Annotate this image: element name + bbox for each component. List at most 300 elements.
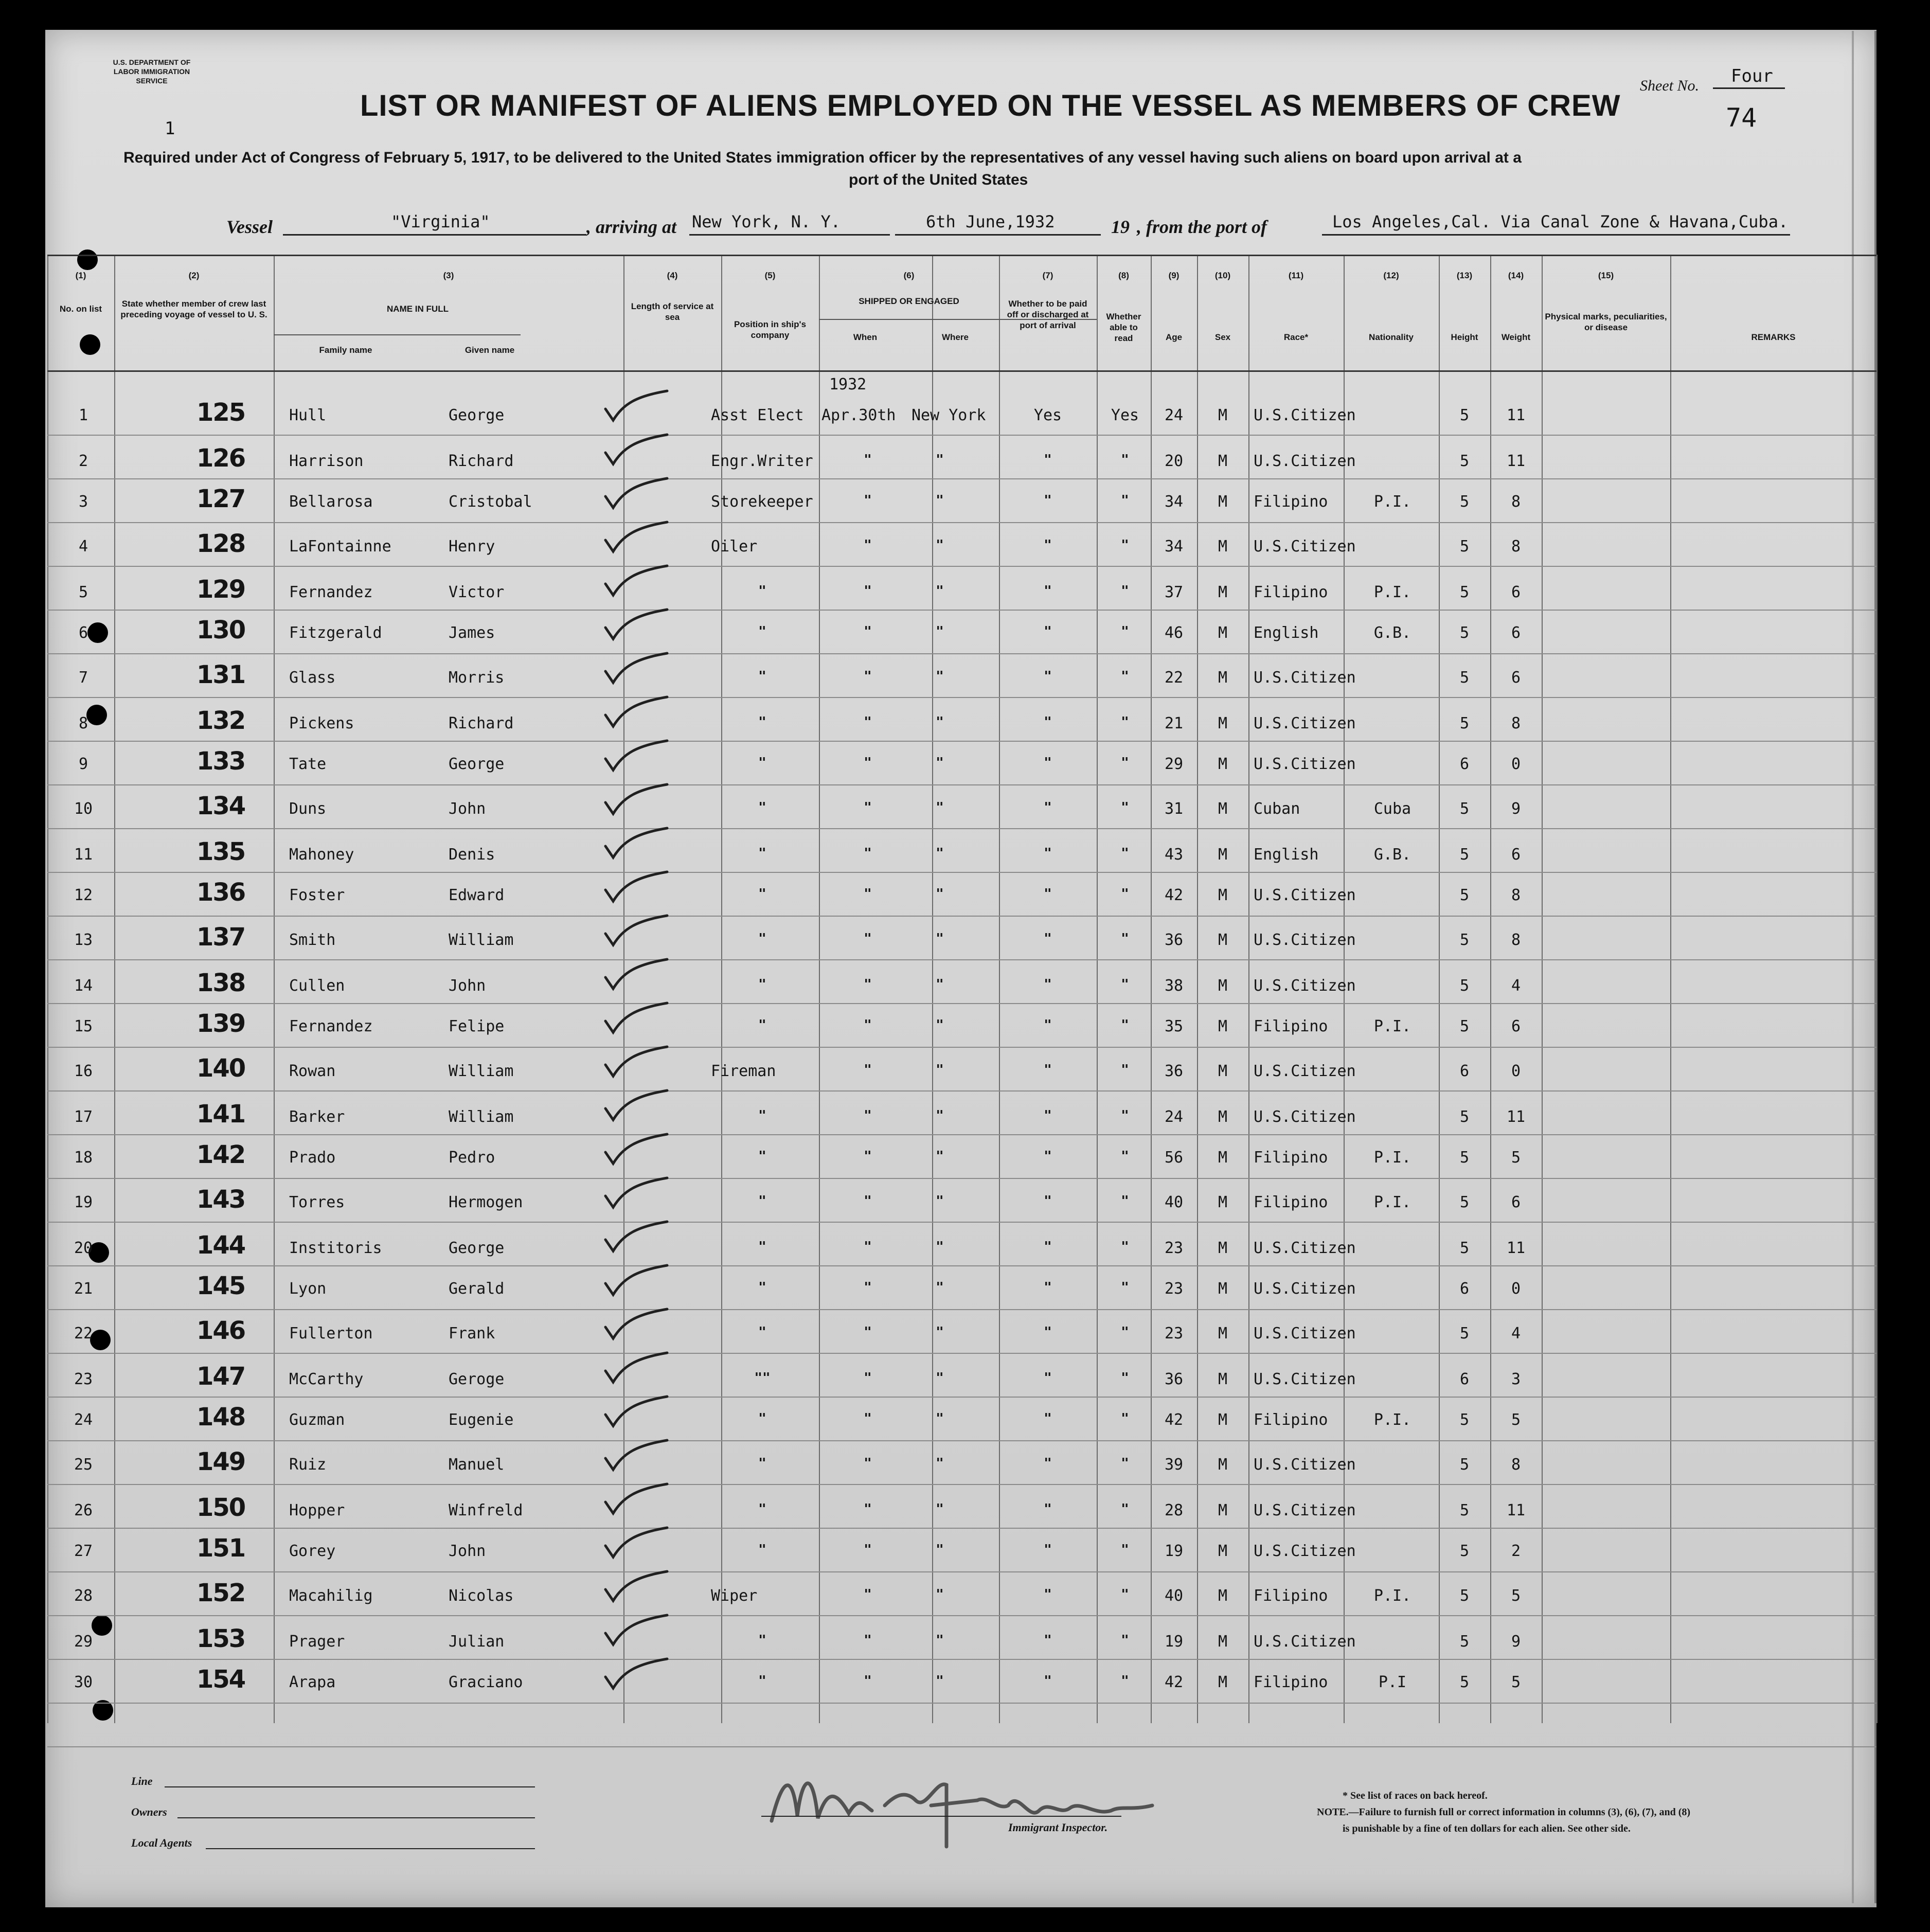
crew-number: 126 <box>196 444 245 473</box>
weight: 0 <box>1511 1280 1521 1298</box>
age: 42 <box>1164 886 1184 904</box>
height: 5 <box>1459 1501 1470 1519</box>
position-in-company: Storekeeper <box>711 493 813 511</box>
race: Filipino <box>1254 493 1328 511</box>
check-mark <box>600 1175 677 1211</box>
column-rule <box>999 255 1000 1723</box>
shipped-where: " <box>936 493 944 508</box>
column-header: Weight <box>1501 332 1531 342</box>
position-in-company: " <box>758 624 766 639</box>
shipped-where: " <box>936 1633 944 1648</box>
age: 24 <box>1164 406 1184 424</box>
row-number: 20 <box>74 1239 93 1257</box>
sex: M <box>1218 1108 1228 1126</box>
age: 36 <box>1164 1062 1184 1080</box>
nationality: P.I. <box>1373 1587 1411 1605</box>
given-name: Eugenie <box>449 1411 514 1429</box>
position-in-company: " <box>758 1149 766 1164</box>
race: English <box>1254 846 1319 864</box>
age: 36 <box>1164 1370 1184 1388</box>
row-rule <box>47 916 1877 917</box>
row-number: 7 <box>78 669 88 687</box>
race: U.S.Citizen <box>1254 452 1356 470</box>
race: English <box>1254 624 1319 642</box>
age: 40 <box>1164 1587 1184 1605</box>
check-mark <box>600 1350 677 1386</box>
nationality: P.I <box>1378 1673 1407 1691</box>
position-in-company: "" <box>754 1370 771 1386</box>
check-mark <box>600 1132 677 1168</box>
race: U.S.Citizen <box>1254 1280 1356 1298</box>
row-rule <box>47 1703 1877 1704</box>
crew-number: 145 <box>196 1272 245 1300</box>
column-rule <box>1151 255 1152 1723</box>
able-to-read: " <box>1121 538 1129 553</box>
shipped-when: " <box>864 800 872 815</box>
given-name: William <box>449 1062 514 1080</box>
crew-number: 128 <box>196 529 245 558</box>
weight: 6 <box>1511 1017 1521 1035</box>
able-to-read: " <box>1121 452 1129 468</box>
sex: M <box>1218 977 1228 995</box>
given-name: Felipe <box>449 1017 505 1035</box>
position-in-company: " <box>758 1108 766 1123</box>
year-prefix: 19 <box>1111 217 1130 237</box>
arriving-label: , arriving at <box>586 217 677 237</box>
column-rule <box>1490 255 1491 1723</box>
row-rule <box>47 1047 1877 1048</box>
weight: 11 <box>1506 406 1526 424</box>
column-rule <box>1877 255 1878 1723</box>
able-to-read: " <box>1121 1108 1129 1123</box>
shipped-when: " <box>864 1239 872 1255</box>
column-header: (7) <box>1042 271 1053 280</box>
able-to-read: " <box>1121 493 1129 508</box>
given-name: George <box>449 1239 505 1257</box>
able-to-read: " <box>1121 886 1129 902</box>
paid-off: " <box>1044 1456 1052 1471</box>
crew-number: 129 <box>196 575 245 604</box>
check-mark <box>600 1656 677 1692</box>
age: 36 <box>1164 931 1184 949</box>
age: 23 <box>1164 1325 1184 1343</box>
weight: 5 <box>1511 1149 1521 1167</box>
position-in-company: Fireman <box>711 1062 776 1080</box>
check-mark <box>600 1307 677 1343</box>
family-name: Smith <box>289 931 336 949</box>
family-name: Foster <box>289 886 345 904</box>
able-to-read: " <box>1121 1239 1129 1255</box>
column-header: (10) <box>1214 271 1231 280</box>
subtitle-line-2: port of the United States <box>849 171 1028 188</box>
row-rule <box>47 1222 1877 1223</box>
crew-number: 138 <box>196 969 245 997</box>
family-name: Fitzgerald <box>289 624 382 642</box>
height: 5 <box>1459 886 1470 904</box>
race: U.S.Citizen <box>1254 886 1356 904</box>
position-in-company: Oiler <box>711 538 758 556</box>
check-mark <box>600 1088 677 1124</box>
height: 5 <box>1459 1193 1470 1211</box>
column-header: State whether member of crew last preceding voyage of vessel to U. S. <box>120 299 267 319</box>
family-name: McCarthy <box>289 1370 364 1388</box>
date-underline <box>895 234 1101 236</box>
row-rule <box>47 1528 1877 1529</box>
weight: 5 <box>1511 1411 1521 1429</box>
year-note: 1932 <box>829 375 867 393</box>
sex: M <box>1218 886 1228 904</box>
column-header: (8) <box>1118 271 1129 280</box>
table-top-rule <box>47 255 1877 256</box>
height: 5 <box>1459 538 1470 556</box>
crew-number: 150 <box>196 1493 245 1522</box>
height: 5 <box>1459 1325 1470 1343</box>
shipped-when: " <box>864 583 872 599</box>
race: U.S.Citizen <box>1254 406 1356 424</box>
shipped-when: " <box>864 538 872 553</box>
race: U.S.Citizen <box>1254 931 1356 949</box>
shipped-when: " <box>864 1633 872 1648</box>
check-mark <box>600 869 677 905</box>
weight: 8 <box>1511 1456 1521 1474</box>
age: 43 <box>1164 846 1184 864</box>
race: U.S.Citizen <box>1254 714 1356 732</box>
family-name: Lyon <box>289 1280 327 1298</box>
row-number: 28 <box>74 1587 93 1605</box>
row-number: 4 <box>78 538 88 556</box>
height: 5 <box>1459 406 1470 424</box>
row-rule <box>47 1134 1877 1135</box>
row-rule <box>47 1440 1877 1441</box>
position-in-company: " <box>758 755 766 771</box>
shipped-where: " <box>936 1325 944 1340</box>
from-label: , from the port of <box>1137 217 1267 237</box>
sex: M <box>1218 669 1228 687</box>
sex: M <box>1218 1062 1228 1080</box>
given-name: Julian <box>449 1633 505 1651</box>
able-to-read: " <box>1121 624 1129 639</box>
height: 6 <box>1459 755 1470 773</box>
age: 40 <box>1164 1193 1184 1211</box>
family-name: Prager <box>289 1633 345 1651</box>
paid-off: " <box>1044 755 1052 771</box>
sex: M <box>1218 1193 1228 1211</box>
paid-off: " <box>1044 886 1052 902</box>
able-to-read: " <box>1121 1193 1129 1209</box>
race: U.S.Citizen <box>1254 538 1356 556</box>
shipped-where: " <box>936 1062 944 1078</box>
shipped-where: " <box>936 1193 944 1209</box>
height: 5 <box>1459 931 1470 949</box>
paid-off: " <box>1044 493 1052 508</box>
shipped-when: " <box>864 493 872 508</box>
sex: M <box>1218 931 1228 949</box>
height: 5 <box>1459 1587 1470 1605</box>
crew-number: 140 <box>196 1054 245 1083</box>
check-mark <box>600 1481 677 1517</box>
age: 23 <box>1164 1239 1184 1257</box>
paid-off: " <box>1044 1108 1052 1123</box>
race: U.S.Citizen <box>1254 1542 1356 1560</box>
given-name: Edward <box>449 886 505 904</box>
nationality: P.I. <box>1373 1017 1411 1035</box>
column-header: (9) <box>1168 271 1180 280</box>
check-mark <box>600 563 677 599</box>
sex: M <box>1218 1017 1228 1035</box>
height: 5 <box>1459 1239 1470 1257</box>
row-rule <box>47 1659 1877 1660</box>
column-rule <box>1439 255 1440 1723</box>
crew-number: 132 <box>196 706 245 735</box>
signature-text <box>792 1800 860 1812</box>
height: 5 <box>1459 1017 1470 1035</box>
weight: 6 <box>1511 624 1521 642</box>
column-header: Position in ship's company <box>734 319 807 340</box>
crew-number: 147 <box>196 1362 245 1391</box>
family-name: Tate <box>289 755 327 773</box>
weight: 11 <box>1506 1108 1526 1126</box>
sex: M <box>1218 624 1228 642</box>
race: U.S.Citizen <box>1254 1456 1356 1474</box>
paid-off: " <box>1044 1325 1052 1340</box>
sex: M <box>1218 538 1228 556</box>
row-number: 16 <box>74 1062 93 1080</box>
able-to-read: " <box>1121 1280 1129 1295</box>
family-name: Hopper <box>289 1501 345 1519</box>
check-mark <box>600 607 677 643</box>
races-note: * See list of races on back hereof. <box>1343 1790 1488 1801</box>
shipped-when: " <box>864 1149 872 1164</box>
weight: 0 <box>1511 755 1521 773</box>
crew-number: 143 <box>196 1185 245 1214</box>
sex: M <box>1218 1411 1228 1429</box>
row-number: 29 <box>74 1633 93 1651</box>
position-in-company: " <box>758 800 766 815</box>
position-in-company: " <box>758 1673 766 1689</box>
given-name: John <box>449 1542 486 1560</box>
column-header: Given name <box>464 345 515 355</box>
able-to-read: " <box>1121 1501 1129 1517</box>
crew-number: 149 <box>196 1447 245 1476</box>
shipped-when: " <box>864 886 872 902</box>
family-name: Hull <box>289 406 327 424</box>
paid-off: " <box>1044 1062 1052 1078</box>
given-name: James <box>449 624 495 642</box>
column-header: Height <box>1451 332 1478 342</box>
row-rule <box>47 1484 1877 1485</box>
check-mark <box>600 1569 677 1605</box>
sex: M <box>1218 406 1228 424</box>
race: Filipino <box>1254 583 1328 601</box>
height: 5 <box>1459 669 1470 687</box>
weight: 6 <box>1511 846 1521 864</box>
check-mark <box>600 957 677 993</box>
position-in-company: Asst Elect <box>711 406 804 424</box>
column-header: When <box>853 332 878 342</box>
age: 28 <box>1164 1501 1184 1519</box>
check-mark <box>600 1438 677 1474</box>
column-header: (3) <box>443 271 454 280</box>
page-number: 74 <box>1726 103 1757 133</box>
shipped-where: " <box>936 755 944 771</box>
weight: 8 <box>1511 714 1521 732</box>
weight: 0 <box>1511 1062 1521 1080</box>
race: U.S.Citizen <box>1254 1325 1356 1343</box>
check-mark <box>600 826 677 862</box>
able-to-read: " <box>1121 755 1129 771</box>
position-in-company: Wiper <box>711 1587 758 1605</box>
sex: M <box>1218 800 1228 818</box>
crew-number: 144 <box>196 1231 245 1260</box>
sex: M <box>1218 846 1228 864</box>
shipped-when: " <box>864 1501 872 1517</box>
age: 35 <box>1164 1017 1184 1035</box>
line-underline <box>165 1786 535 1787</box>
row-rule <box>47 784 1877 785</box>
paid-off: " <box>1044 1542 1052 1558</box>
family-name: Institoris <box>289 1239 382 1257</box>
family-name: Gorey <box>289 1542 336 1560</box>
shipped-when: " <box>864 624 872 639</box>
able-to-read: " <box>1121 846 1129 861</box>
row-rule <box>47 1003 1877 1004</box>
check-mark <box>600 782 677 818</box>
weight: 11 <box>1506 1239 1526 1257</box>
race: U.S.Citizen <box>1254 1239 1356 1257</box>
column-header: Age <box>1165 332 1183 342</box>
shipped-when: " <box>864 1193 872 1209</box>
row-rule <box>47 1746 1877 1747</box>
age: 19 <box>1164 1542 1184 1560</box>
row-number: 3 <box>78 493 88 511</box>
paid-off: " <box>1044 1587 1052 1602</box>
row-rule <box>47 697 1877 698</box>
shipped-where: " <box>936 1501 944 1517</box>
check-mark <box>600 1525 677 1561</box>
column-header: Where <box>942 332 969 342</box>
nationality: P.I. <box>1373 493 1411 511</box>
paid-off: " <box>1044 452 1052 468</box>
shipped-where: " <box>936 1542 944 1558</box>
position-in-company: " <box>758 1280 766 1295</box>
check-mark <box>600 520 677 556</box>
position-in-company: " <box>758 583 766 599</box>
height: 6 <box>1459 1062 1470 1080</box>
arriving-port: New York, N. Y. <box>692 212 841 231</box>
weight: 8 <box>1511 538 1521 556</box>
row-number: 15 <box>74 1017 93 1035</box>
nationality: G.B. <box>1373 624 1411 642</box>
age: 42 <box>1164 1673 1184 1691</box>
family-name: Glass <box>289 669 336 687</box>
sheet-no-label: Sheet No. <box>1640 77 1699 94</box>
height: 5 <box>1459 583 1470 601</box>
position-in-company: " <box>758 1017 766 1033</box>
family-name: Fernandez <box>289 583 373 601</box>
row-number: 17 <box>74 1108 93 1126</box>
row-rule <box>47 828 1877 829</box>
family-name: Guzman <box>289 1411 345 1429</box>
column-rule <box>819 255 820 1723</box>
position-in-company: " <box>758 1239 766 1255</box>
column-header: (14) <box>1508 271 1524 280</box>
column-header: SHIPPED OR ENGAGED <box>859 296 959 306</box>
shipped-where: " <box>936 583 944 599</box>
row-rule <box>47 1090 1877 1092</box>
column-rule <box>1097 255 1098 1723</box>
row-rule <box>47 1353 1877 1354</box>
crew-number: 130 <box>196 616 245 645</box>
family-name: Harrison <box>289 452 364 470</box>
given-name: Hermogen <box>449 1193 523 1211</box>
family-name: Pickens <box>289 714 354 732</box>
race: U.S.Citizen <box>1254 1062 1356 1080</box>
column-header: Sex <box>1214 332 1231 342</box>
race: U.S.Citizen <box>1254 669 1356 687</box>
able-to-read: " <box>1121 1542 1129 1558</box>
row-rule <box>47 610 1877 611</box>
race: Filipino <box>1254 1149 1328 1167</box>
nationality: P.I. <box>1373 583 1411 601</box>
check-mark <box>600 913 677 949</box>
given-name: Gerald <box>449 1280 505 1298</box>
family-name: Bellarosa <box>289 493 373 511</box>
column-header: Length of service at sea <box>631 301 714 322</box>
given-name: John <box>449 800 486 818</box>
paid-off: " <box>1044 538 1052 553</box>
age: 37 <box>1164 583 1184 601</box>
family-name: Duns <box>289 800 327 818</box>
position-in-company: " <box>758 1411 766 1426</box>
header-bottom-rule <box>47 370 1877 372</box>
position-in-company: " <box>758 886 766 902</box>
shipped-when: " <box>864 669 872 684</box>
column-rule <box>274 255 275 1723</box>
shipped-when: " <box>864 1062 872 1078</box>
weight: 11 <box>1506 1501 1526 1519</box>
check-mark <box>600 1219 677 1255</box>
row-rule <box>47 1571 1877 1572</box>
column-rule <box>1542 255 1543 1723</box>
paid-off: " <box>1044 1411 1052 1426</box>
sex: M <box>1218 1280 1228 1298</box>
column-rule <box>1248 255 1249 1723</box>
owners-label: Owners <box>131 1805 167 1818</box>
position-in-company: Engr.Writer <box>711 452 813 470</box>
from-underline <box>1322 234 1790 236</box>
shipped-where: " <box>936 1673 944 1689</box>
age: 31 <box>1164 800 1184 818</box>
row-number: 30 <box>74 1673 93 1691</box>
height: 5 <box>1459 846 1470 864</box>
weight: 3 <box>1511 1370 1521 1388</box>
paid-off: " <box>1044 800 1052 815</box>
row-number: 12 <box>74 886 93 904</box>
row-number: 10 <box>74 800 93 818</box>
position-in-company: " <box>758 714 766 730</box>
able-to-read: " <box>1121 583 1129 599</box>
height: 5 <box>1459 452 1470 470</box>
race: U.S.Citizen <box>1254 1370 1356 1388</box>
paid-off: " <box>1044 1193 1052 1209</box>
position-in-company: " <box>758 1633 766 1648</box>
shipped-where: " <box>936 1017 944 1033</box>
height: 6 <box>1459 1280 1470 1298</box>
column-rule <box>721 255 722 1723</box>
able-to-read: " <box>1121 1017 1129 1033</box>
crew-number: 148 <box>196 1403 245 1432</box>
given-name: Denis <box>449 846 495 864</box>
